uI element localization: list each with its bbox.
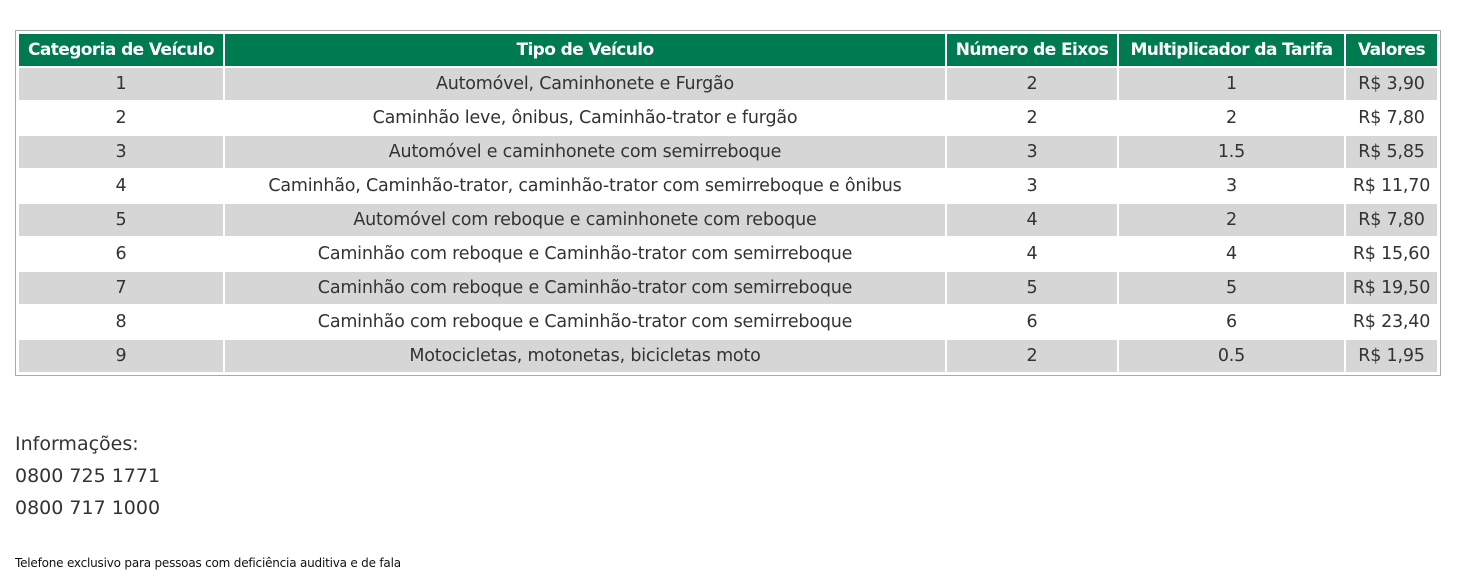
- cell-multiplier: 1: [1119, 68, 1344, 100]
- cell-multiplier: 3: [1119, 170, 1344, 202]
- tariff-table: [17, 32, 1439, 374]
- cell-value: R$ 23,40: [1346, 306, 1437, 338]
- info-label: Informações:: [15, 433, 139, 455]
- cell-value: R$ 7,80: [1346, 204, 1437, 236]
- cell-multiplier: 0.5: [1119, 340, 1344, 372]
- table-row: [19, 272, 1437, 304]
- cell-multiplier: 1.5: [1119, 136, 1344, 168]
- cell-value: R$ 1,95: [1346, 340, 1437, 372]
- cell-axles: 2: [947, 102, 1117, 134]
- cell-category: 7: [19, 272, 223, 304]
- cell-vehicle-type: Caminhão com reboque e Caminhão-trator com semirreboque: [225, 306, 945, 338]
- cell-axles: 4: [947, 204, 1117, 236]
- table-row: [19, 102, 1437, 134]
- cell-category: 1: [19, 68, 223, 100]
- cell-axles: 4: [947, 238, 1117, 270]
- cell-vehicle-type: Caminhão com reboque e Caminhão-trator com semirreboque: [225, 238, 945, 270]
- cell-value: R$ 19,50: [1346, 272, 1437, 304]
- header-vehicle-type: Tipo de Veículo: [225, 34, 945, 66]
- table-row: [19, 170, 1437, 202]
- header-values: Valores: [1346, 34, 1437, 66]
- cell-multiplier: 2: [1119, 102, 1344, 134]
- header-axle-count: Número de Eixos: [947, 34, 1117, 66]
- accessibility-footnote: Telefone exclusivo para pessoas com deficiência auditiva e de fala: [15, 556, 401, 570]
- cell-multiplier: 4: [1119, 238, 1344, 270]
- cell-vehicle-type: Automóvel, Caminhonete e Furgão: [225, 68, 945, 100]
- cell-vehicle-type: Motocicletas, motonetas, bicicletas moto: [225, 340, 945, 372]
- cell-value: R$ 11,70: [1346, 170, 1437, 202]
- header-rate-multiplier: Multiplicador da Tarifa: [1119, 34, 1344, 66]
- cell-axles: 3: [947, 136, 1117, 168]
- cell-value: R$ 15,60: [1346, 238, 1437, 270]
- phone-number-primary: 0800 725 1771: [15, 465, 161, 487]
- cell-vehicle-type: Automóvel com reboque e caminhonete com reboque: [225, 204, 945, 236]
- table-row: [19, 204, 1437, 236]
- cell-vehicle-type: Caminhão com reboque e Caminhão-trator com semirreboque: [225, 272, 945, 304]
- contact-info: [15, 428, 160, 524]
- cell-axles: 2: [947, 68, 1117, 100]
- cell-vehicle-type: Caminhão leve, ônibus, Caminhão-trator e furgão: [225, 102, 945, 134]
- table-row: [19, 306, 1437, 338]
- cell-category: 3: [19, 136, 223, 168]
- cell-value: R$ 7,80: [1346, 102, 1437, 134]
- table-header-row: [19, 34, 1437, 66]
- cell-category: 8: [19, 306, 223, 338]
- header-vehicle-category: Categoria de Veículo: [19, 34, 223, 66]
- cell-axles: 5: [947, 272, 1117, 304]
- cell-category: 5: [19, 204, 223, 236]
- phone-number-accessibility: 0800 717 1000: [15, 497, 161, 519]
- cell-axles: 6: [947, 306, 1117, 338]
- cell-vehicle-type: Automóvel e caminhonete com semirreboque: [225, 136, 945, 168]
- table-row: [19, 238, 1437, 270]
- cell-axles: 2: [947, 340, 1117, 372]
- cell-value: R$ 5,85: [1346, 136, 1437, 168]
- table-row: [19, 340, 1437, 372]
- cell-vehicle-type: Caminhão, Caminhão-trator, caminhão-trator com semirreboque e ônibus: [225, 170, 945, 202]
- cell-category: 4: [19, 170, 223, 202]
- tariff-table-container: [15, 30, 1441, 376]
- cell-multiplier: 2: [1119, 204, 1344, 236]
- table-row: [19, 136, 1437, 168]
- cell-value: R$ 3,90: [1346, 68, 1437, 100]
- cell-multiplier: 6: [1119, 306, 1344, 338]
- cell-category: 9: [19, 340, 223, 372]
- cell-axles: 3: [947, 170, 1117, 202]
- cell-multiplier: 5: [1119, 272, 1344, 304]
- table-row: [19, 68, 1437, 100]
- cell-category: 6: [19, 238, 223, 270]
- cell-category: 2: [19, 102, 223, 134]
